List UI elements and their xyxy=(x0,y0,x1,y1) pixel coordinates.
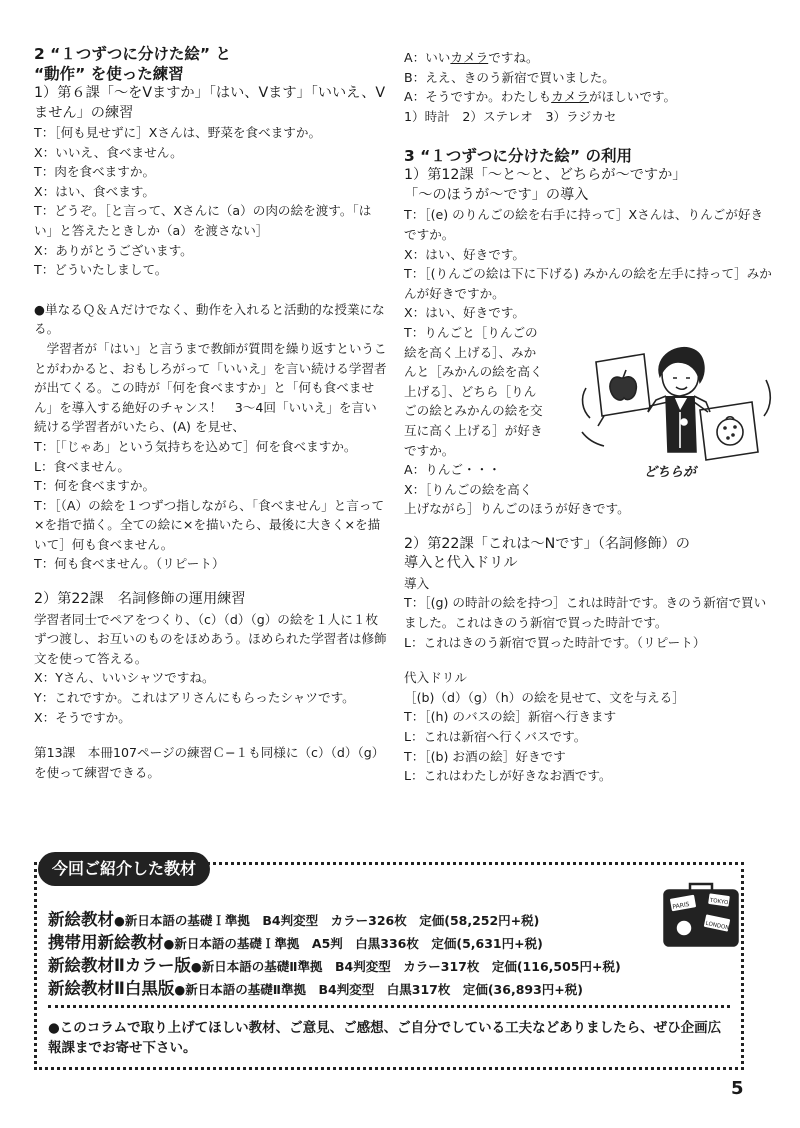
underlined-word: カメラ xyxy=(551,89,589,105)
dialogue-line: T：［「じゃあ」という気持ちを込めて］何を食べますか。 xyxy=(34,438,357,454)
dialogue-line xyxy=(404,87,774,107)
dialogue-line: 互に高く上げる］が好き xyxy=(404,422,543,438)
subsection-3-1-title-cont: 「〜のほうが〜です」の導入 xyxy=(404,186,589,203)
material-desc: ●新日本語の基礎Ｉ準拠 A5判 白黒336枚 定価(5,631円+税) xyxy=(163,936,543,951)
dialogue-line xyxy=(404,48,774,68)
left-column xyxy=(34,44,388,782)
subsection-3-2-title: 2）第22課「これは〜Nです」（名詞修飾）の xyxy=(404,535,690,552)
dialogue-line: X：ありがとうございます。 xyxy=(34,242,193,258)
dialogue-line: B：ええ、きのう新宿で買いました。 xyxy=(404,69,615,85)
material-desc: ●新日本語の基礎Ｉ準拠 B4判変型 カラー326枚 定価(58,252円+税) xyxy=(114,913,540,928)
dialogue-line: X：そうですか。 xyxy=(34,709,131,725)
materials-box-label: 今回ご紹介した教材 xyxy=(38,852,210,886)
dialogue-line: T：何も食べません。（リピート） xyxy=(34,556,225,572)
suitcase-sticker-label: TOKYO xyxy=(709,897,729,907)
text: A：いい xyxy=(404,50,451,65)
material-desc: ●新日本語の基礎Ⅱ準拠 B4判変型 カラー317枚 定価(116,505円+税) xyxy=(190,959,621,974)
suitcase-icon xyxy=(660,880,742,950)
teaching-note: ●単なるＱ＆Ａだけでなく、動作を入れると活動的な授業になる。 xyxy=(34,301,385,337)
dialogue-line: L：これはきのう新宿で買った時計です。（リピート） xyxy=(404,634,706,650)
dialogue-line: T：肉を食べますか。 xyxy=(34,164,156,180)
dialogue-line: 上げる］、どちら［りん xyxy=(404,383,537,399)
intro-label: 導入 xyxy=(404,575,430,591)
subsection-2-2-title: 2）第22課 名詞修飾の運用練習 xyxy=(34,591,246,608)
dialogue-line: T：どういたしまして。 xyxy=(34,262,168,278)
dialogue-line: Y：これですか。これはアリさんにもらったシャツです。 xyxy=(34,689,355,705)
text: がほしいです。 xyxy=(588,89,677,105)
dialogue-line: T：りんごと［りんごの xyxy=(404,324,538,340)
dialogue-line: T：［(g) の時計の絵を持つ］これは時計です。きのう新宿で買いました。これはきのう新宿で買った時計です。 xyxy=(404,595,767,631)
section-2-title-line1: 2 “１つずつに分けた絵” と xyxy=(34,45,231,63)
teacher-illustration xyxy=(574,340,776,482)
dialogue-line: T：［(h) のバスの絵］新宿へ行きます xyxy=(404,709,617,725)
dialogue-line: T：［(りんごの絵は下に下げる) みかんの絵を左手に持って］みかんが好きですか。 xyxy=(404,266,772,301)
material-name: 新絵教材 xyxy=(48,910,114,929)
dialogue-line: X：はい、好きです。 xyxy=(404,305,525,321)
dialogue-line: A：りんご・・・ xyxy=(404,462,501,478)
substitution-options: 1）時計 2）ステレオ 3）ラジカセ xyxy=(404,108,617,124)
dialogue-line: 絵を高く上げる］、みか xyxy=(404,344,537,360)
material-name: 新絵教材Ⅱ白黒版 xyxy=(48,979,175,998)
dialogue-line: X：はい、好きです。 xyxy=(404,246,525,262)
subsection-2-1-title: 1）第６課「〜をVますか」「はい、Vます」「いいえ、Vません」の練習 xyxy=(34,85,386,121)
dialogue-line: T：［(b) お酒の絵］好きです xyxy=(404,748,566,764)
subsection-3-1-title: 1）第12課「〜と〜と、どちらが〜ですか」 xyxy=(404,167,687,184)
page-number: 5 xyxy=(731,1078,744,1099)
box-divider xyxy=(48,1005,730,1008)
drill-label: 代入ドリル xyxy=(404,670,467,686)
dialogue-line: ごの絵とみかんの絵を交 xyxy=(404,403,543,419)
material-item xyxy=(48,956,621,977)
text: A：そうですか。わたしも xyxy=(404,89,552,105)
dialogue-line: T：［（A）の絵を１つずつ指しながら、「食べません」と言って×を指で描く。全ての絵に×を描いたら、最後に大きく×を描いて］何も食べません。 xyxy=(34,497,385,552)
dialogue-line: T：［何も見せずに］Xさんは、野菜を食べますか。 xyxy=(34,125,322,140)
dialogue-line: T：どうぞ。［と言って、Xさんに（a）の肉の絵を渡す。「はい」と答えたときしか（a）を渡さない］ xyxy=(34,203,372,238)
material-item xyxy=(48,979,583,1000)
dialogue-line: L：これはわたしが好きなお酒です。 xyxy=(404,768,612,784)
teaching-note-body: 学習者が「はい」と言うまで教師が質問を繰り返すということがわかると、おもしろがって「いいえ」を言い続ける学習者が出てくる。この時が「何を食べますか」と「何も食べません」を導入する絶好のチャンス！ 3〜4回「いいえ」を言い続ける学習者がいたら、(A) を見せ、 xyxy=(34,340,387,435)
subsection-3-2-title-cont: 導入と代入ドリル xyxy=(404,555,518,572)
suitcase-sticker-label: LONDON xyxy=(704,920,730,932)
section-3-title: 3 “１つずつに分けた絵” の利用 xyxy=(404,147,632,166)
dialogue-line: X：いいえ、食べません。 xyxy=(34,144,183,160)
section-2-title-line2: “動作” を使った練習 xyxy=(34,65,184,83)
material-name: 携帯用新絵教材 xyxy=(48,933,164,952)
dialogue-line: T：［(e) のりんごの絵を右手に持って］Xさんは、りんごが好きですか。 xyxy=(404,207,764,242)
dialogue-line: ［(b)（d）（g）（h）の絵を見せて、文を与える］ xyxy=(404,689,685,705)
material-item xyxy=(48,910,539,931)
paragraph: 学習者同士でペアをつくり、（c）（d）（g）の絵を１人に１枚ずつ渡し、お互いのものをほめあう。ほめられた学習者は修飾文を使って答える。 xyxy=(34,611,387,666)
dialogue-line: ですか。 xyxy=(404,442,455,458)
material-name: 新絵教材Ⅱカラー版 xyxy=(48,956,191,975)
material-item xyxy=(48,933,543,954)
text: ですね。 xyxy=(488,50,539,65)
dialogue-line: んと［みかんの絵を高く xyxy=(404,364,543,380)
dialogue-line: 上げながら］りんごのほうが好きです。 xyxy=(404,501,630,517)
materials-box-note: ●このコラムで取り上げてほしい教材、ご意見、ご感想、ご自分でしている工夫などありましたら、ぜひ企画広報課までお寄せ下さい。 xyxy=(48,1020,722,1056)
dialogue-line: T：何を食べますか。 xyxy=(34,478,156,494)
underlined-word: カメラ xyxy=(450,50,489,65)
dialogue-line: X：はい、食べます。 xyxy=(34,183,155,199)
dialogue-line: L：これは新宿へ行くバスです。 xyxy=(404,729,587,745)
material-desc: ●新日本語の基礎Ⅱ準拠 B4判変型 白黒317枚 定価(36,893円+税) xyxy=(174,982,583,997)
suitcase-sticker-label: PARIS xyxy=(671,900,691,911)
illustration-caption: どちらが xyxy=(644,465,697,480)
dialogue-line: L：食べません。 xyxy=(34,458,130,474)
dialogue-line: X：Yさん、いいシャツですね。 xyxy=(34,670,215,686)
paragraph: 第13課 本冊107ページの練習Ｃ−１も同様に（c）（d）（g）を使って練習できる。 xyxy=(34,745,385,780)
dialogue-line: X：［りんごの絵を高く xyxy=(404,481,533,497)
